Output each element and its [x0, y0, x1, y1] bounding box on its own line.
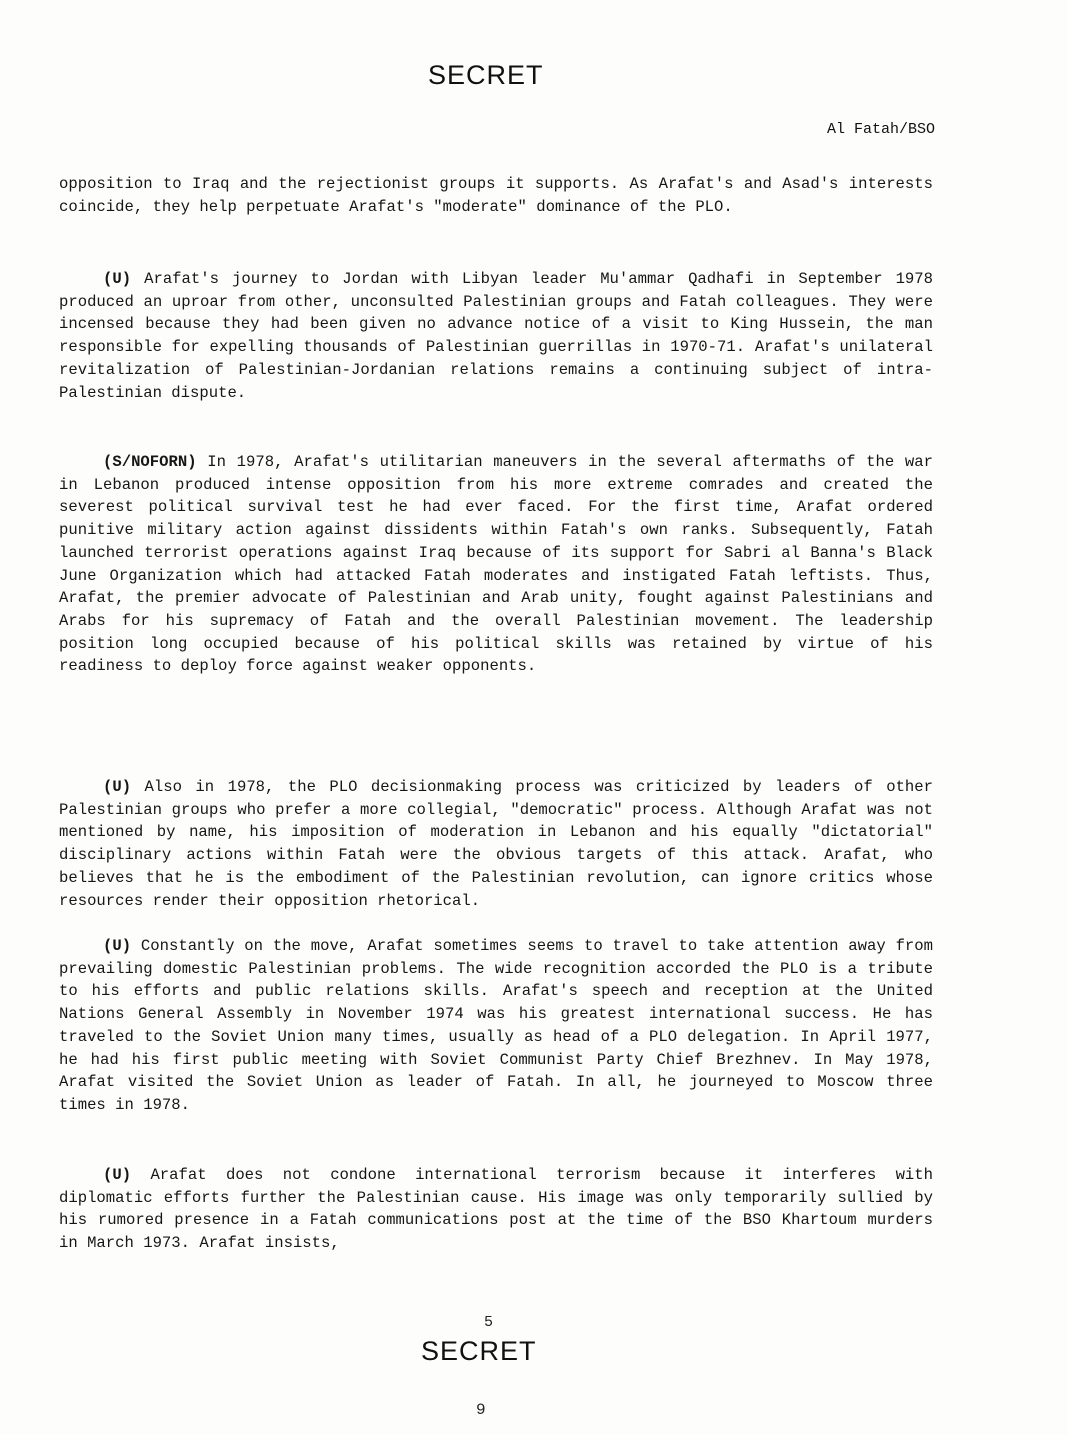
paragraph-5	[59, 935, 933, 1117]
paragraph-4	[59, 776, 933, 912]
classification-marking: (U)	[103, 778, 132, 796]
classification-marking: (U)	[103, 270, 132, 288]
paragraph-text: In 1978, Arafat's utilitarian maneuvers in the several aftermaths of the war in Lebanon produced intense opposition from his more extreme comrades and created the severest political survival test he had ever faced. For the first time, Arafat ordered punitive military action against dissidents within Fatah's own ranks. Subsequently, Fatah launched terrorist operations against Iraq because of its support for Sabri al Banna's Black June Organization which had attacked Fatah moderates and instigated Fatah leftists. Thus, Arafat, the premier advocate of Palestinian and Arab unity, fought against Palestinians and Arabs for his supremacy of Fatah and the overall Palestinian movement. The leadership position long occupied because of his political skills was retained by virtue of his readiness to deploy force against weaker opponents.	[59, 453, 933, 676]
paragraph-text: Arafat's journey to Jordan with Libyan leader Mu'ammar Qadhafi in September 1978 produced an uproar from other, unconsulted Palestinian groups and Fatah colleagues. They were incensed because they had been given no advance notice of a visit to King Hussein, the man responsible for expelling thousands of Palestinian guerrillas in 1970-71. Arafat's unilateral revitalization of Palestinian-Jordanian relations remains a continuing subject of intra-Palestinian dispute.	[59, 270, 934, 402]
page-number: 5	[484, 1314, 494, 1331]
paragraph-text: opposition to Iraq and the rejectionist groups it supports. As Arafat's and Asad's interests coincide, they help perpetuate Arafat's "moderate" dominance of the PLO.	[59, 175, 933, 216]
classification-marking: (U)	[103, 937, 132, 955]
classification-marking: (U)	[103, 1166, 132, 1184]
paragraph-text: Also in 1978, the PLO decisionmaking process was criticized by leaders of other Palestinian groups who prefer a more collegial, "democratic" process. Although Arafat was not mentioned by name, his imposition of moderation in Lebanon and his equally "dictatorial" disciplinary actions within Fatah were the obvious targets of this attack. Arafat, who believes that he is the embodiment of the Palestinian revolution, can ignore critics whose resources render their opposition rhetorical.	[59, 778, 934, 910]
classification-footer: SECRET	[421, 1336, 537, 1366]
paragraph-text: Constantly on the move, Arafat sometimes seems to travel to take attention away from prevailing domestic Palestinian problems. The wide recognition accorded the PLO is a tribute to his efforts and public relations skills. Arafat's speech and reception at the United Nations General Assembly in November 1974 was his greatest international success. He has traveled to the Soviet Union many times, usually as head of a PLO delegation. In April 1977, he had his first public meeting with Soviet Communist Party Chief Brezhnev. In May 1978, Arafat visited the Soviet Union as leader of Fatah. In all, he journeyed to Moscow three times in 1978.	[59, 937, 933, 1114]
classification-marking: (S/NOFORN)	[103, 453, 197, 471]
classification-header: SECRET	[428, 60, 544, 90]
paragraph-6	[59, 1164, 933, 1255]
file-page-number: 9	[476, 1401, 486, 1419]
document-reference: Al Fatah/BSO	[826, 121, 935, 138]
paragraph-1	[59, 173, 933, 218]
paragraph-text: Arafat does not condone international terrorism because it interferes with diplomatic efforts further the Palestinian cause. His image was only temporarily sullied by his rumored presence in a Fatah communications post at the time of the BSO Khartoum murders in March 1973. Arafat insists,	[59, 1166, 933, 1253]
paragraph-3	[59, 451, 933, 678]
paragraph-2	[59, 268, 933, 404]
